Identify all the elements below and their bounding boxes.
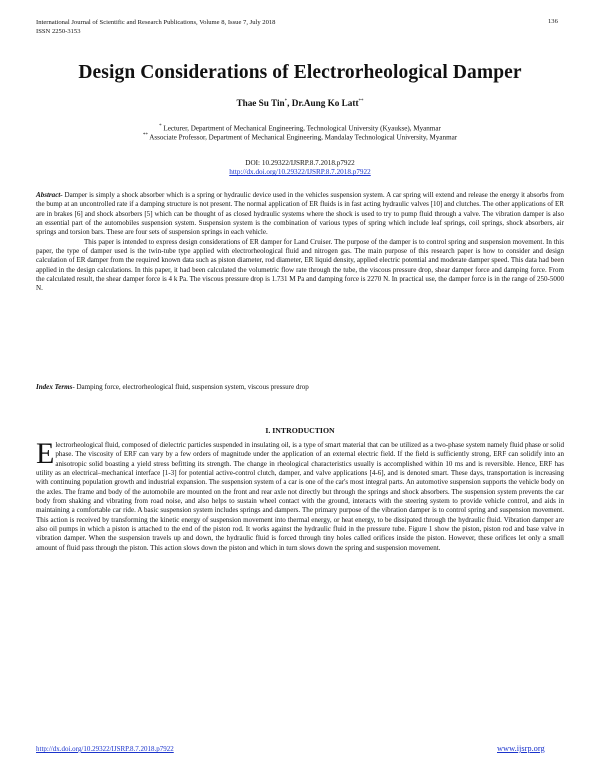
footer-site-link[interactable] bbox=[497, 744, 545, 753]
footer-doi-link[interactable] bbox=[36, 745, 174, 753]
introduction-body bbox=[36, 437, 564, 553]
author-line bbox=[0, 98, 600, 108]
author-1: Thae Su Tin bbox=[236, 98, 285, 108]
author-2-mark: ** bbox=[358, 98, 364, 104]
abstract-paragraph-1: Damper is simply a shock absorber which is a spring or hydraulic device used in the vehicles suspension system. A car spring will extend and release the energy it absorbs from the bump at an uncontrolled rate if a damping structure is not present. The normal application of ER fluids is in fast acting hydraulic valves [10] and clutches. The other applications of ER are in brakes [6] and shock absorbers [5] which can be thought of as closed hydraulic systems where the shock is used to try to pump fluid through a valve. The vibration damper is also an essential part of the automobiles suspension system. Suspension system is the combination of various types of spring which include leaf springs, coil springs, shock absorbers, air springs and torsion bars. These are four sets of suspension springs in each vehicle. bbox=[36, 191, 564, 237]
affiliation-2-mark: ** bbox=[142, 133, 148, 138]
footer-doi-link-text[interactable]: http://dx.doi.org/10.29322/IJSRP.8.7.2018.p7922 bbox=[36, 745, 174, 753]
introduction-text: lectrorheological fluid, composed of dielectric particles suspended in insulating oil, is a type of smart material that can be utilized as a two-phase system namely fluid phase or solid phase. The viscosity of ERF can vary by a few orders of magnitude under the application of an external electric field. If the field is sufficiently strong, ERF can solidify into an anisotropic solid boasting a yield stress befitting its strength. The change in rheological characteristics usually is accomplished within 10 ms and is reversible. Hence, ERF has utility as an electrical–mechanical interface [1-3] for potential active-control clutch, damper, and valve applications [4-6], and is denoted smart. These days, transportation is increasing with continuing population growth and industrial expansion. The suspension system of a car is one of the car's most integral parts. An automotive suspension supports the vehicle body on the axles. The frame and body of the automobile are mounted on the front and rear axle not directly but through the springs and shock absorbers. The suspension system prevents the car body from shaking and vibrating from road noise, and also helps to sustain wheel contact with the ground, interacts with the steering system to provide vehicle control, and aids in maintaining a comfortable car ride. A basic suspension system includes springs and dampers. The primary purpose of the vibration damper is to control spring and suspension movement. This action is received by transforming the kinetic energy of suspension movement into thermal energy, or heat energy, to be dissipated through the hydraulic fluid. Vibration damper are also oil pumps in which a piston is attached to the end of the piston rod. It works against the hydraulic fluid in the pressure tube. Figure 1 show the piston, piston rod and base valve in vibration damper. When the suspension travels up and down, the hydraulic fluid is forced through tiny holes called orifices inside the piston. However, these orifices let only a small amount of fluid pass through the piston. This action slows down the piston and which in turn slows down the spring and suspension movement. bbox=[36, 441, 564, 552]
paper-title: Design Considerations of Electrorheological Damper bbox=[78, 62, 522, 83]
author-2: Dr.Aung Ko Latt bbox=[291, 98, 359, 108]
index-terms bbox=[36, 383, 564, 392]
page-number: 136 bbox=[548, 18, 558, 25]
abstract-paragraph-2: This paper is intended to express design considerations of ER damper for Land Cruiser. The purpose of the damper is to control spring and suspension movement. In this paper, the type of damper used is the twin-tube type applied with electrorheological fluid and nitrogen gas. The main purpose of this research paper is how to consider and design calculation of ER damper from the required known data such as piston diameter, rod diameter, ER liquid density, applied electric potential and moderate damper speed. This data had been applied in the design calculations. In this paper, it had been calculated the volumetric flow rate through the tube, the viscous pressure drop, shear damper force and damping force. From the calculated result, the shear damper force is 4 k Pa. The viscous pressure drop is 1.731 M Pa and damping force is 2270 N. In practical use, the damper force is in the range of 250-5000 N. bbox=[36, 237, 564, 293]
affiliation-2-text: Associate Professor, Department of Mechanical Engineering, Mandalay Technological University, Myanmar bbox=[149, 133, 458, 142]
drop-cap: E bbox=[36, 437, 55, 470]
doi-link[interactable]: http://dx.doi.org/10.29322/IJSRP.8.7.2018.p7922 bbox=[229, 168, 371, 177]
issn-line: ISSN 2250-3153 bbox=[36, 28, 81, 35]
author-separator: , bbox=[287, 98, 292, 108]
journal-line: International Journal of Scientific and Research Publications, Volume 8, Issue 7, July 2018 bbox=[36, 19, 276, 26]
abstract bbox=[36, 191, 564, 294]
running-header bbox=[36, 18, 275, 36]
doi-text: DOI: 10.29322/IJSRP.8.7.2018.p7922 bbox=[245, 159, 355, 167]
affiliation-1-mark: * bbox=[159, 124, 162, 129]
doi-block bbox=[0, 159, 600, 178]
author-1-mark: * bbox=[284, 98, 288, 104]
affiliation-2 bbox=[0, 131, 600, 142]
affiliation-1-text: Lecturer, Department of Mechanical Engineering, Technological University (Kyaukse), Myanmar bbox=[163, 124, 441, 133]
footer-site-link-text[interactable]: www.ijsrp.org bbox=[497, 744, 545, 753]
section-heading-introduction: I. INTRODUCTION bbox=[265, 426, 335, 435]
index-terms-label: Index Terms bbox=[36, 383, 73, 391]
abstract-label: Abstract- bbox=[36, 191, 63, 199]
index-terms-text: - Damping force, electrorheological fluid, suspension system, viscous pressure drop bbox=[72, 383, 309, 391]
